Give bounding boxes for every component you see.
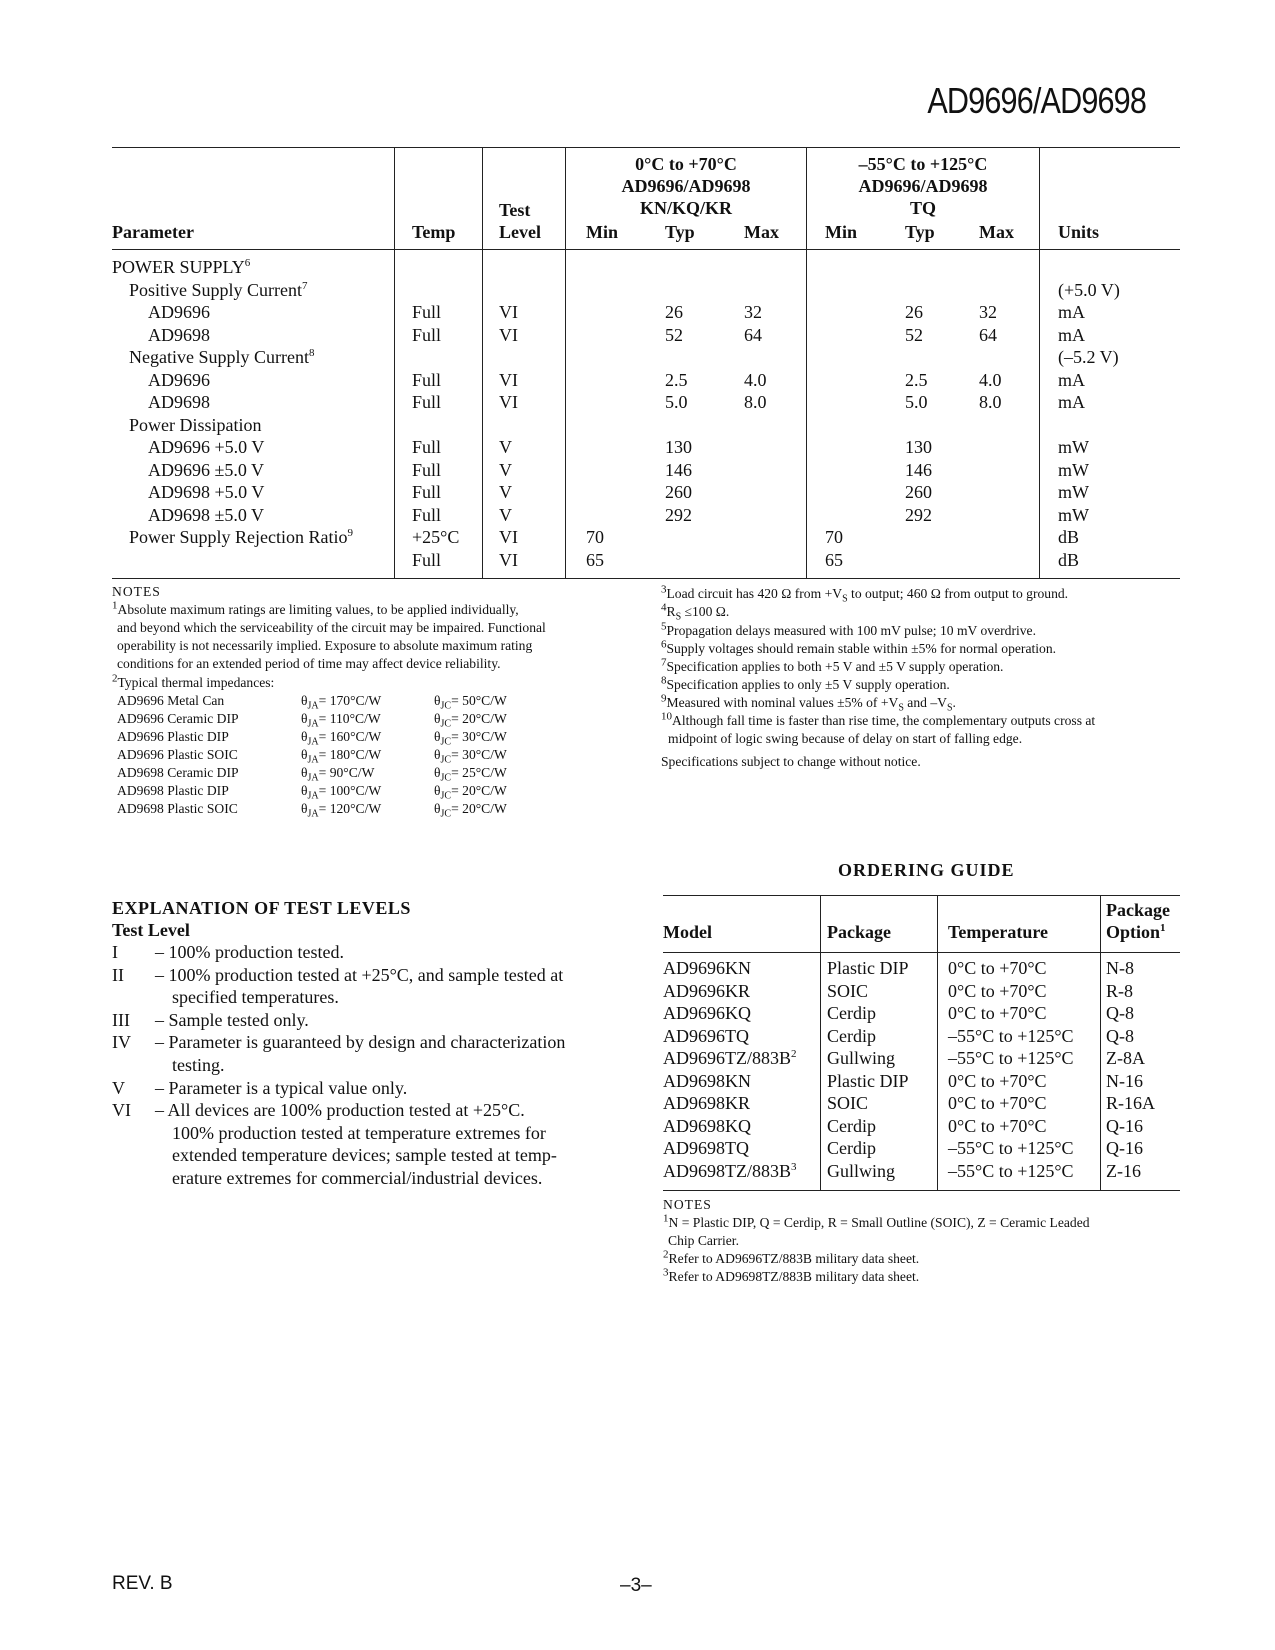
thermal-device: AD9696 Ceramic DIP	[117, 711, 239, 726]
test-level-text: – 100% production tested at +25°C, and sample tested at	[155, 964, 564, 985]
test-level-text: – Parameter is a typical value only.	[155, 1077, 408, 1098]
og-note-text: Chip Carrier.	[668, 1233, 739, 1248]
spec-cell-typ2: 52	[905, 324, 923, 345]
spec-param-cell	[129, 414, 262, 436]
thermal-jc-value: = 20°C/W	[451, 783, 507, 798]
test-level-text: – Sample tested only.	[155, 1009, 309, 1030]
spec-cell-units: mA	[1058, 392, 1085, 412]
thermal-theta-ja	[301, 692, 381, 710]
theta-symbol: θ	[301, 801, 308, 816]
og-temperature: 0°C to +70°C	[948, 1003, 1047, 1023]
thermal-ja-value: = 120°C/W	[318, 801, 382, 816]
og-option: Q-8	[1106, 1025, 1134, 1046]
theta-symbol: θ	[301, 711, 308, 726]
spec-param-cell	[129, 526, 353, 548]
header-typ: Typ	[665, 222, 695, 242]
table-top-rule	[112, 147, 1180, 148]
og-model-name: AD9698KR	[663, 1093, 751, 1113]
thermal-device: AD9696 Plastic SOIC	[117, 747, 238, 762]
spec-cell-units: mW	[1058, 437, 1089, 457]
spec-cell-typ2: 292	[905, 504, 932, 525]
footnote-ref: 9	[347, 527, 353, 539]
thermal-jc-value: = 30°C/W	[451, 729, 507, 744]
spec-cell-level: VI	[499, 324, 518, 345]
spec-cell-units: dB	[1058, 549, 1080, 570]
spec-param-cell	[148, 459, 264, 481]
theta-sub: JA	[307, 790, 319, 802]
thermal-theta-jc	[434, 782, 507, 800]
og-temperature: 0°C to +70°C	[948, 1070, 1047, 1091]
og-option: Z-8A	[1106, 1048, 1145, 1068]
test-level-text: – 100% production tested.	[155, 942, 344, 962]
thermal-device: AD9698 Ceramic DIP	[117, 765, 239, 780]
group2-header-line1: –55°C to +125°C	[858, 154, 988, 174]
spec-param-cell	[148, 301, 210, 323]
spec-param-label: AD9696	[148, 302, 210, 322]
og-package: Gullwing	[827, 1160, 896, 1181]
theta-sub: JA	[307, 808, 319, 820]
og-package: Cerdip	[827, 1115, 876, 1136]
theta-sub: JA	[307, 772, 319, 784]
thermal-theta-ja	[301, 782, 381, 800]
og-note-text: Refer to AD9696TZ/883B military data sheet.	[668, 1251, 920, 1266]
og-package: Gullwing	[827, 1048, 896, 1068]
footnote-ref: 7	[302, 279, 308, 292]
spec-cell-max2: 8.0	[979, 392, 1002, 412]
theta-symbol: θ	[434, 801, 441, 816]
og-option: Q-8	[1106, 1003, 1134, 1023]
note-7: $^7$Specification applies to both +5 V and ±5 V supply operation.	[661, 656, 1004, 674]
thermal-theta-ja	[301, 710, 381, 728]
og-package: Cerdip	[827, 1003, 876, 1023]
og-note-text: N = Plastic DIP, Q = Cerdip, R = Small Outline (SOIC), Z = Ceramic Leaded	[668, 1215, 1090, 1230]
spec-cell-temp: Full	[412, 324, 442, 345]
spec-param-label: AD9696 ±5.0 V	[148, 459, 265, 480]
og-option: Q-16	[1106, 1138, 1143, 1158]
spec-cell-min1: 65	[586, 549, 604, 570]
footnote-ref: 8	[308, 347, 315, 359]
spec-cell-temp: Full	[412, 392, 442, 412]
og-col-divider	[1100, 896, 1101, 1190]
col-divider	[1039, 148, 1040, 578]
og-model	[663, 1160, 797, 1183]
og-temperature: –55°C to +125°C	[948, 1048, 1074, 1068]
og-model	[663, 1115, 751, 1138]
spec-cell-max2: 64	[979, 324, 997, 345]
note-1-line: and beyond which the serviceability of the circuit may be impaired. Functional	[117, 620, 546, 635]
og-option: Q-16	[1106, 1115, 1143, 1136]
test-level-text: 100% production tested at temperature extremes for	[172, 1122, 546, 1143]
notes-heading: NOTES	[112, 584, 161, 599]
theta-sub: JC	[440, 700, 452, 712]
spec-param-label: AD9696 +5.0 V	[148, 437, 265, 457]
spec-cell-temp: Full	[412, 437, 442, 457]
table-bottom-rule	[112, 578, 1180, 579]
spec-cell-level: VI	[499, 527, 518, 547]
theta-symbol: θ	[434, 747, 441, 762]
group2-header-line3: TQ	[909, 198, 936, 218]
note-10-line: midpoint of logic swing because of delay on start of falling edge.	[668, 731, 1023, 746]
table-header-rule	[112, 249, 1180, 250]
header-test: Test	[499, 200, 531, 220]
spec-cell-temp: Full	[412, 302, 442, 322]
spec-param-cell	[112, 256, 250, 278]
thermal-device: AD9696 Plastic DIP	[117, 729, 229, 744]
spec-param-label: Positive Supply Current	[129, 279, 303, 300]
thermal-ja-value: = 90°C/W	[318, 765, 375, 780]
test-level-number: IV	[112, 1032, 131, 1053]
group1-header-line1: 0°C to +70°C	[635, 154, 737, 174]
spec-cell-level: V	[499, 459, 512, 480]
og-temperature: 0°C to +70°C	[948, 958, 1047, 978]
disclaimer: Specifications subject to change without notice.	[661, 754, 921, 769]
spec-cell-typ1: 2.5	[665, 369, 688, 390]
col-divider	[394, 148, 395, 578]
test-levels-subtitle: Test Level	[112, 920, 190, 940]
og-model-name: AD9698KQ	[663, 1115, 751, 1136]
revision-label: REV. B	[112, 1573, 173, 1594]
spec-cell-typ1: 26	[665, 302, 683, 322]
theta-sub: JC	[440, 718, 452, 730]
thermal-ja-value: = 180°C/W	[318, 747, 382, 762]
footnote-num: 3	[663, 1266, 669, 1279]
og-notes-heading: NOTES	[663, 1197, 712, 1212]
spec-cell-typ2: 146	[905, 459, 932, 480]
og-model	[663, 980, 750, 1003]
spec-cell-level: V	[499, 437, 512, 457]
header-units: Units	[1058, 222, 1100, 242]
thermal-theta-ja	[301, 746, 381, 764]
og-header-model: Model	[663, 922, 712, 942]
spec-cell-typ1: 52	[665, 324, 683, 345]
thermal-jc-value: = 25°C/W	[451, 765, 507, 780]
spec-cell-level: V	[499, 504, 512, 525]
header-level: Level	[499, 222, 541, 242]
og-package: SOIC	[827, 1093, 869, 1113]
spec-cell-min2: 70	[825, 527, 843, 547]
spec-cell-min2: 65	[825, 549, 843, 570]
og-temperature: 0°C to +70°C	[948, 1115, 1047, 1136]
spec-cell-max1: 8.0	[744, 392, 767, 412]
spec-cell-min1: 70	[586, 527, 604, 547]
spec-param-cell	[148, 481, 264, 503]
spec-param-cell	[129, 346, 314, 368]
og-model-name: AD9698KN	[663, 1070, 751, 1091]
og-top-rule	[663, 895, 1180, 896]
thermal-device: AD9698 Plastic SOIC	[117, 801, 238, 816]
note-1: $^1$Absolute maximum ratings are limiting values, to be applied individually,	[112, 599, 519, 617]
spec-cell-units: (+5.0 V)	[1058, 279, 1120, 300]
og-temperature: 0°C to +70°C	[948, 1093, 1047, 1113]
header-max: Max	[744, 222, 779, 242]
og-note-line	[668, 1232, 739, 1250]
og-model	[663, 957, 751, 980]
og-note-line	[663, 1214, 1090, 1232]
spec-cell-units: dB	[1058, 527, 1080, 547]
page-title: AD9696/AD9698	[927, 80, 1146, 121]
footnote-ref: 2	[791, 1048, 797, 1060]
spec-cell-temp: Full	[412, 482, 442, 502]
og-package: SOIC	[827, 980, 869, 1001]
spec-cell-units: mA	[1058, 324, 1085, 345]
spec-cell-temp: +25°C	[412, 527, 460, 547]
note-1-line: operability is not necessarily implied. Exposure to absolute maximum rating	[117, 638, 533, 653]
spec-cell-max1: 32	[744, 302, 762, 322]
og-package: Cerdip	[827, 1138, 876, 1158]
spec-param-label: AD9698	[148, 324, 210, 345]
header-min-2: Min	[825, 222, 858, 242]
spec-param-label: Negative Supply Current	[129, 347, 309, 367]
spec-cell-units: (–5.2 V)	[1058, 347, 1119, 367]
thermal-jc-value: = 20°C/W	[451, 711, 507, 726]
spec-cell-typ1: 292	[665, 504, 692, 525]
spec-cell-units: mA	[1058, 369, 1085, 390]
og-col-divider	[820, 896, 821, 1190]
theta-sub: JA	[307, 754, 319, 766]
og-header-temperature: Temperature	[948, 922, 1048, 942]
ordering-guide-title: ORDERING GUIDE	[838, 860, 1015, 880]
og-temperature: –55°C to +125°C	[948, 1138, 1074, 1158]
thermal-jc-value: = 20°C/W	[451, 801, 507, 816]
spec-param-cell	[148, 391, 210, 413]
theta-sub: JA	[307, 718, 319, 730]
thermal-ja-value: = 160°C/W	[318, 729, 382, 744]
spec-cell-typ2: 2.5	[905, 369, 928, 390]
og-temperature: –55°C to +125°C	[948, 1160, 1074, 1181]
spec-cell-temp: Full	[412, 504, 442, 525]
og-header-option-l2: Option$^1$	[1106, 922, 1166, 942]
spec-cell-max1: 4.0	[744, 369, 767, 390]
spec-cell-max1: 64	[744, 324, 762, 345]
spec-cell-units: mW	[1058, 504, 1089, 525]
theta-sub: JA	[307, 700, 319, 712]
og-option: Z-16	[1106, 1160, 1141, 1181]
spec-cell-level: VI	[499, 549, 518, 570]
spec-cell-typ1: 260	[665, 482, 692, 502]
og-option: N-8	[1106, 958, 1134, 978]
test-level-text: specified temperatures.	[172, 987, 339, 1008]
thermal-theta-ja	[301, 728, 381, 746]
og-temperature: –55°C to +125°C	[948, 1025, 1074, 1046]
theta-sub: JC	[440, 790, 452, 802]
og-temperature: 0°C to +70°C	[948, 980, 1047, 1001]
spec-cell-units: mW	[1058, 459, 1089, 480]
thermal-theta-jc	[434, 800, 507, 818]
theta-sub: JA	[307, 736, 319, 748]
thermal-theta-jc	[434, 746, 507, 764]
note-1-line: conditions for an extended period of time may affect device reliability.	[117, 656, 501, 671]
theta-sub: JC	[440, 808, 452, 820]
spec-param-label: AD9696	[148, 369, 210, 390]
header-max-2: Max	[979, 222, 1014, 242]
theta-symbol: θ	[434, 729, 441, 744]
spec-param-label: Power Supply Rejection Ratio	[129, 527, 348, 547]
col-divider	[482, 148, 483, 578]
og-model-name: AD9696TZ/883B	[663, 1048, 791, 1068]
og-model	[663, 1070, 751, 1093]
spec-cell-level: V	[499, 482, 512, 502]
theta-symbol: θ	[434, 783, 441, 798]
test-level-text: erature extremes for commercial/industrial devices.	[172, 1168, 543, 1188]
group1-header-line2: AD9696/AD9698	[621, 176, 751, 196]
spec-cell-max2: 32	[979, 302, 997, 322]
spec-cell-units: mA	[1058, 302, 1085, 322]
spec-param-cell	[148, 436, 264, 458]
test-level-text: testing.	[172, 1055, 225, 1075]
group1-header-line3: KN/KQ/KR	[639, 198, 732, 218]
og-model	[663, 1137, 749, 1160]
note-8: $^8$Specification applies to only ±5 V supply operation.	[661, 674, 950, 692]
header-min: Min	[586, 222, 619, 242]
thermal-ja-value: = 170°C/W	[318, 693, 382, 708]
theta-symbol: θ	[301, 765, 308, 780]
theta-symbol: θ	[301, 747, 308, 762]
og-model-name: AD9698TQ	[663, 1138, 749, 1158]
footnote-ref: 3	[791, 1160, 797, 1173]
thermal-ja-value: = 100°C/W	[318, 783, 382, 798]
spec-param-label: POWER SUPPLY	[112, 257, 245, 277]
og-header-rule	[663, 952, 1180, 953]
theta-symbol: θ	[434, 711, 441, 726]
thermal-jc-value: = 50°C/W	[451, 693, 507, 708]
test-level-text: – All devices are 100% production tested at +25°C.	[155, 1100, 525, 1121]
spec-cell-level: VI	[499, 392, 518, 412]
og-option: N-16	[1106, 1070, 1143, 1091]
spec-cell-units: mW	[1058, 482, 1089, 502]
thermal-theta-jc	[434, 764, 507, 782]
spec-cell-typ1: 5.0	[665, 392, 688, 412]
theta-sub: JC	[440, 736, 452, 748]
spec-param-cell	[148, 369, 210, 391]
spec-cell-typ1: 146	[665, 459, 692, 480]
note-6: $^6$Supply voltages should remain stable within ±5% for normal operation.	[661, 638, 1057, 656]
spec-cell-temp: Full	[412, 549, 442, 570]
og-option: R-16A	[1106, 1093, 1155, 1113]
test-level-number: V	[112, 1077, 125, 1098]
spec-cell-typ2: 260	[905, 482, 932, 502]
page-number: –3–	[620, 1575, 652, 1596]
og-note-text: Refer to AD9698TZ/883B military data sheet.	[668, 1269, 920, 1284]
spec-cell-typ1: 130	[665, 437, 692, 457]
spec-param-label: AD9698	[148, 392, 210, 412]
test-level-number: II	[112, 964, 124, 985]
footnote-ref: 6	[244, 257, 251, 269]
spec-param-cell	[129, 279, 308, 301]
spec-param-label: Power Dissipation	[129, 414, 262, 435]
og-model-name: AD9696TQ	[663, 1025, 749, 1046]
og-package: Cerdip	[827, 1025, 876, 1046]
thermal-theta-jc	[434, 692, 507, 710]
spec-cell-typ2: 26	[905, 302, 923, 322]
note-9: $^9$Measured with nominal values ±5% of $+V_S$ and $-V_S$.	[661, 692, 956, 714]
theta-symbol: θ	[434, 693, 441, 708]
og-model-name: AD9698TZ/883B	[663, 1160, 791, 1181]
header-typ-2: Typ	[905, 222, 935, 242]
spec-cell-temp: Full	[412, 369, 442, 390]
og-bottom-rule	[663, 1190, 1180, 1191]
header-temp: Temp	[412, 222, 456, 242]
spec-cell-max2: 4.0	[979, 369, 1002, 390]
og-model-name: AD9696KR	[663, 980, 751, 1001]
thermal-theta-jc	[434, 710, 507, 728]
theta-symbol: θ	[301, 693, 308, 708]
test-level-number: III	[112, 1009, 130, 1030]
spec-cell-level: VI	[499, 302, 518, 322]
test-level-number: I	[112, 942, 118, 962]
og-package: Plastic DIP	[827, 1070, 909, 1091]
og-note-line	[663, 1268, 919, 1286]
spec-param-cell	[148, 504, 264, 526]
note-3: $^3$Load circuit has 420 Ω from $+V_S$ to output; 460 Ω from output to ground.	[661, 583, 1069, 605]
thermal-theta-jc	[434, 728, 507, 746]
og-header-package: Package	[827, 922, 891, 942]
og-model-name: AD9696KQ	[663, 1003, 751, 1023]
note-5: $^5$Propagation delays measured with 100 mV pulse; 10 mV overdrive.	[661, 620, 1036, 638]
og-note-line	[663, 1250, 919, 1268]
thermal-device: AD9698 Plastic DIP	[117, 783, 229, 798]
theta-symbol: θ	[301, 783, 308, 798]
test-level-text: – Parameter is guaranteed by design and characterization	[155, 1032, 566, 1053]
og-model	[663, 1025, 749, 1048]
og-model	[663, 1002, 751, 1025]
og-option: R-8	[1106, 980, 1133, 1001]
og-col-divider	[937, 896, 938, 1190]
thermal-theta-ja	[301, 764, 374, 782]
og-model-name: AD9696KN	[663, 958, 751, 978]
spec-cell-typ2: 130	[905, 437, 932, 457]
test-level-number: VI	[112, 1100, 131, 1121]
theta-sub: JC	[440, 754, 452, 766]
thermal-jc-value: = 30°C/W	[451, 747, 507, 762]
og-model	[663, 1047, 797, 1070]
spec-cell-temp: Full	[412, 459, 442, 480]
theta-symbol: θ	[301, 729, 308, 744]
thermal-device: AD9696 Metal Can	[117, 693, 225, 708]
spec-param-cell	[148, 324, 210, 346]
header-parameter: Parameter	[112, 222, 194, 242]
spec-param-label: AD9698 +5.0 V	[148, 482, 265, 502]
og-header-option-l1: Package	[1106, 900, 1170, 920]
note-4: $^4R_S \le 100$ Ω.	[661, 601, 730, 623]
og-package: Plastic DIP	[827, 958, 909, 978]
theta-symbol: θ	[434, 765, 441, 780]
thermal-theta-ja	[301, 800, 381, 818]
footnote-num: 2	[663, 1248, 669, 1261]
test-levels-title: EXPLANATION OF TEST LEVELS	[112, 898, 411, 918]
footnote-num: 1	[663, 1212, 669, 1225]
spec-cell-typ2: 5.0	[905, 392, 928, 412]
spec-param-label: AD9698 ±5.0 V	[148, 504, 265, 525]
group2-header-line2: AD9696/AD9698	[858, 176, 988, 196]
thermal-ja-value: = 110°C/W	[318, 711, 381, 726]
note-10: $^{10}$Although fall time is faster than rise time, the complementary outputs cross at	[661, 710, 1096, 728]
theta-sub: JC	[440, 772, 452, 784]
note-2: $^2$Typical thermal impedances:	[112, 672, 275, 690]
spec-cell-level: VI	[499, 369, 518, 390]
test-level-text: extended temperature devices; sample tested at temp-	[172, 1145, 557, 1166]
og-model	[663, 1092, 750, 1115]
